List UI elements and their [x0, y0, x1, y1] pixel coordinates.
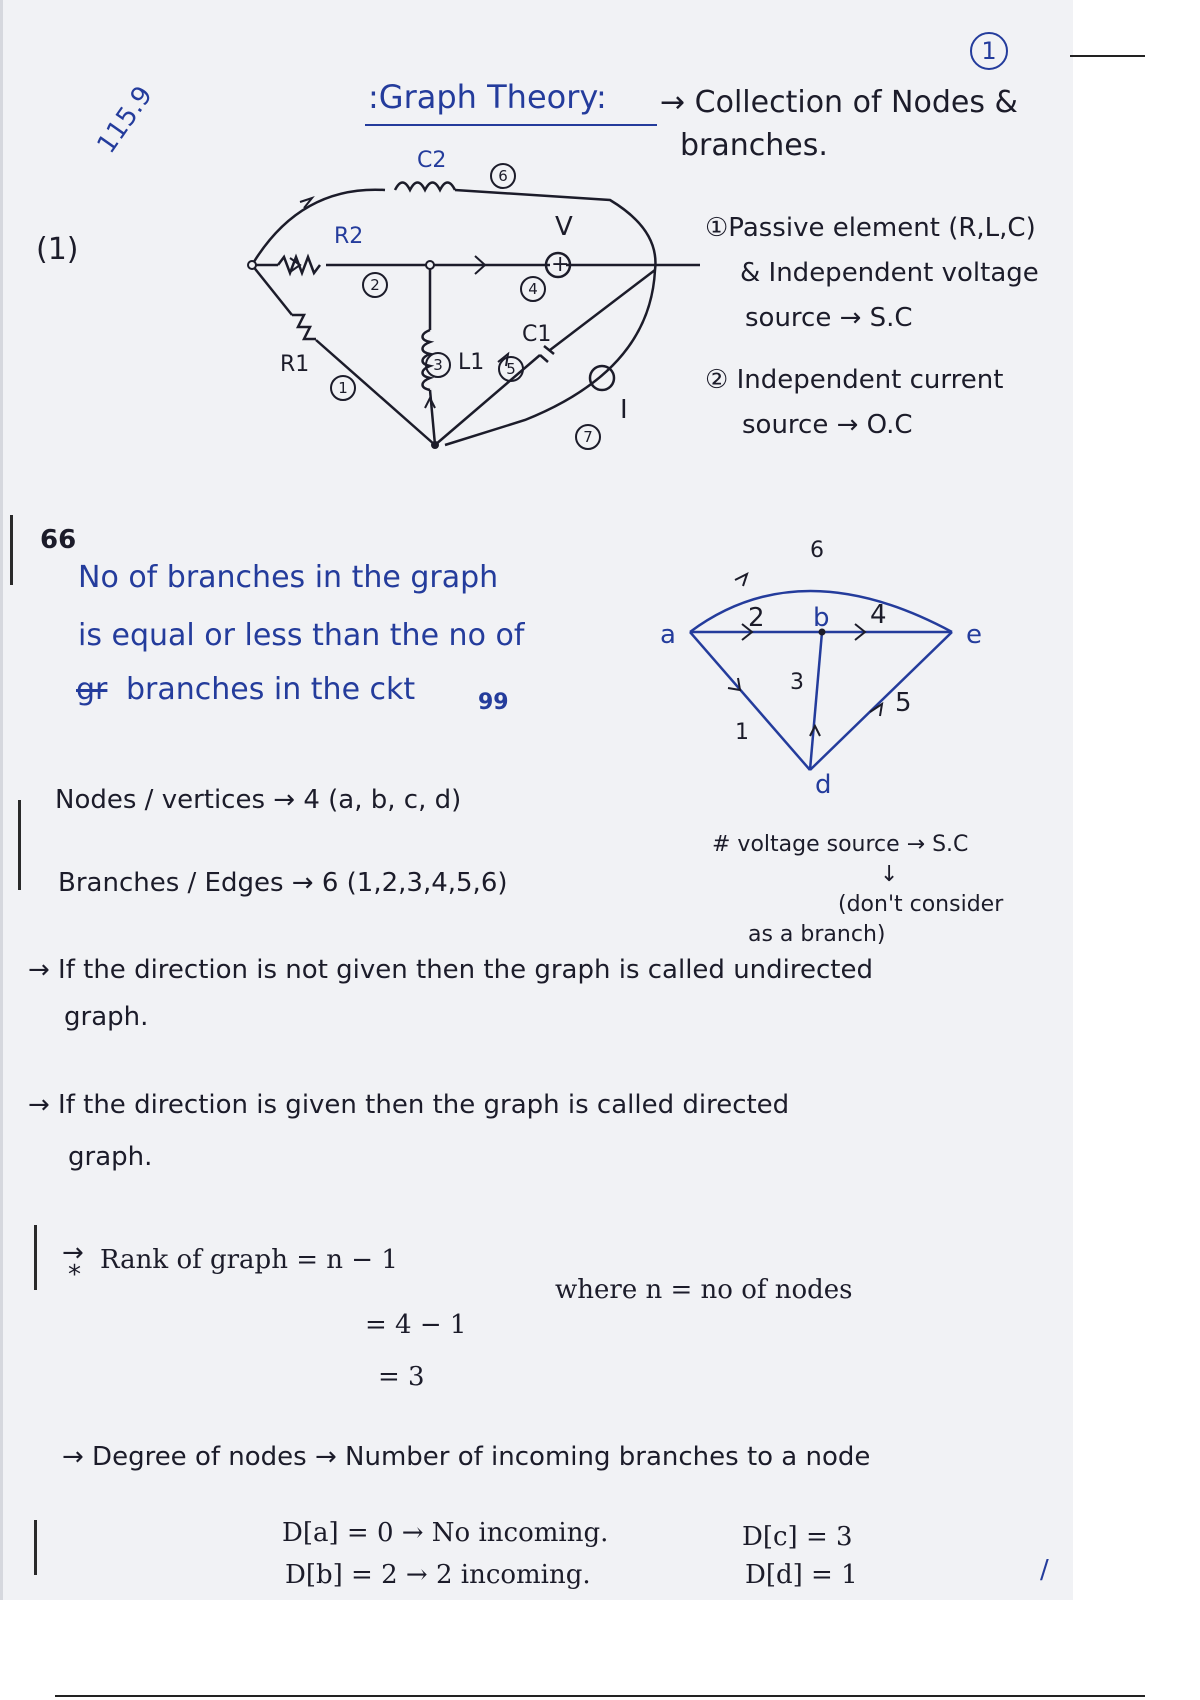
- graph-node-b: b: [813, 603, 830, 633]
- branch-number: 6: [490, 163, 516, 189]
- tick-mark: /: [1040, 1555, 1049, 1585]
- branch-number: 2: [362, 272, 388, 298]
- graph-edge-label: 3: [790, 670, 804, 695]
- title-description: → Collection of Nodes &: [660, 85, 1018, 120]
- corner-mark: 115.9: [91, 80, 159, 160]
- rank-formula: Rank of graph = n − 1: [100, 1245, 398, 1275]
- degree-d: D[d] = 1: [745, 1560, 858, 1590]
- rule-passive: ①Passive element (R,L,C): [705, 213, 1036, 243]
- directed-definition: → If the direction is given then the graph is called directed: [28, 1090, 790, 1120]
- quote-close: 99: [478, 690, 509, 715]
- graph-node-a: a: [660, 620, 676, 650]
- graph-edge-label: 5: [895, 688, 912, 718]
- degree-definition: → Degree of nodes → Number of incoming branches to a node: [62, 1442, 871, 1472]
- nodes-count: Nodes / vertices → 4 (a, b, c, d): [55, 785, 462, 815]
- branch-number: 3: [425, 352, 451, 378]
- voltage-source-note-end: as a branch): [748, 922, 886, 947]
- c1-label: C1: [522, 322, 552, 347]
- voltage-source-arrow: ↓: [880, 862, 899, 887]
- page-title: :Graph Theory:: [368, 78, 607, 116]
- bottom-rule: [55, 1695, 1145, 1697]
- margin-bar: [34, 1225, 37, 1290]
- voltage-source-note: # voltage source → S.C: [712, 832, 969, 857]
- rank-result: = 3: [378, 1362, 425, 1392]
- rule-passive-result: source → S.C: [745, 303, 913, 333]
- rank-arrow: →: [62, 1238, 84, 1268]
- graph-edge-label: 2: [748, 603, 765, 633]
- c2-label: C2: [417, 148, 447, 173]
- rule-current-result: source → O.C: [742, 410, 913, 440]
- branches-count: Branches / Edges → 6 (1,2,3,4,5,6): [58, 868, 508, 898]
- graph-edge-label: 1: [735, 720, 749, 745]
- branch-number: 7: [575, 424, 601, 450]
- rule-passive-cont: & Independent voltage: [740, 258, 1039, 288]
- l1-label: L1: [458, 350, 485, 375]
- quote-strike: gr: [76, 672, 108, 707]
- rule-current: ② Independent current: [705, 365, 1004, 395]
- degree-b: D[b] = 2 → 2 incoming.: [285, 1560, 591, 1590]
- graph-node-e: e: [966, 620, 982, 650]
- quote-line: is equal or less than the no of: [78, 618, 525, 653]
- degree-a: D[a] = 0 → No incoming.: [282, 1518, 609, 1548]
- page-number: 1: [970, 32, 1008, 70]
- graph-edge-label: 6: [810, 538, 824, 563]
- i-label: I: [620, 395, 628, 425]
- title-underline: [365, 124, 657, 126]
- quote-open: 66: [40, 525, 77, 555]
- voltage-source-note-cont: (don't consider: [838, 892, 1004, 917]
- v-label: V: [555, 212, 573, 242]
- branch-number: 5: [498, 356, 524, 382]
- r1-label: R1: [280, 352, 310, 377]
- circuit-diagram: [240, 140, 700, 460]
- title-description-cont: branches.: [680, 128, 828, 163]
- circuit-label: (1): [36, 232, 79, 267]
- margin-bar: [34, 1520, 37, 1575]
- top-rule: [1070, 55, 1145, 57]
- graph-diagram: [680, 560, 980, 780]
- branch-number: 1: [330, 375, 356, 401]
- branch-number: 4: [520, 276, 546, 302]
- rank-star: *: [68, 1260, 81, 1290]
- quote-line: No of branches in the graph: [78, 560, 499, 595]
- directed-definition-cont: graph.: [68, 1142, 153, 1172]
- degree-c: D[c] = 3: [742, 1522, 853, 1552]
- rank-step: = 4 − 1: [365, 1310, 467, 1340]
- margin-bar: [10, 515, 13, 585]
- margin-bar: [18, 800, 21, 890]
- undirected-definition-cont: graph.: [64, 1002, 149, 1032]
- plus-sign: +: [551, 252, 570, 277]
- undirected-definition: → If the direction is not given then the graph is called undirected: [28, 955, 873, 985]
- graph-node-d: d: [815, 770, 832, 800]
- rank-where: where n = no of nodes: [555, 1275, 853, 1305]
- r2-label: R2: [334, 224, 364, 249]
- quote-line: branches in the ckt: [126, 672, 416, 707]
- graph-edge-label: 4: [870, 600, 887, 630]
